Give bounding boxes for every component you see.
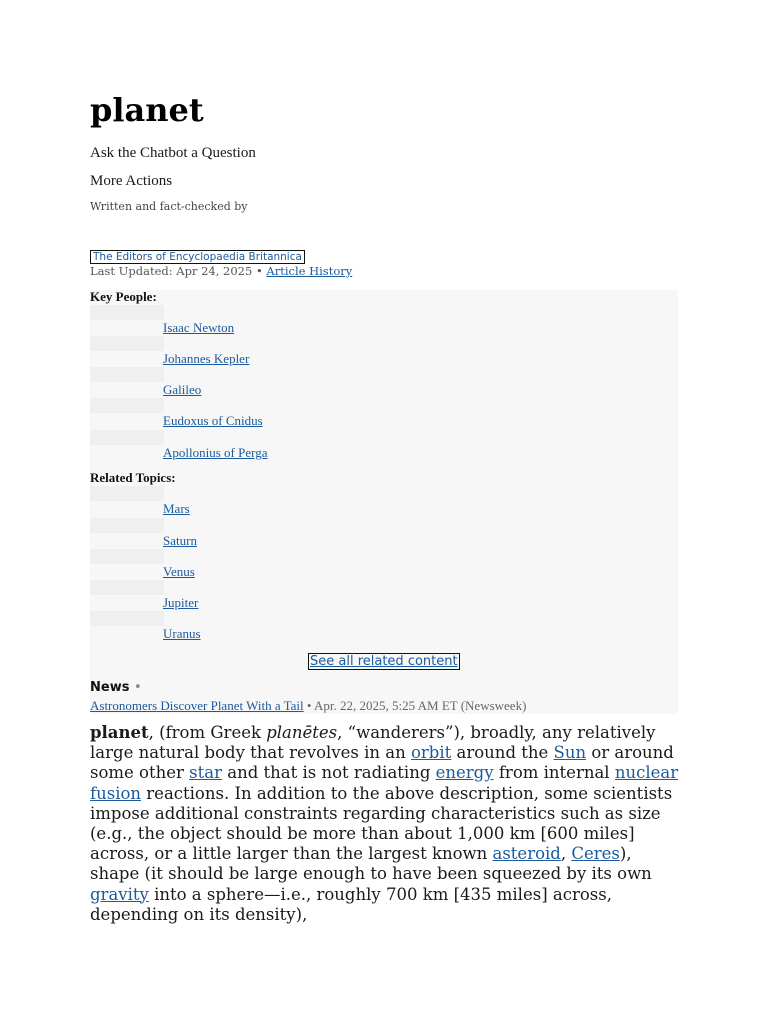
key-person-link[interactable]: Galileo	[163, 382, 202, 397]
row-stripe	[90, 305, 164, 320]
body-text: ), shape (it should be large enough to have been squeezed by its own	[90, 844, 652, 884]
related-topic-link[interactable]: Uranus	[163, 626, 201, 641]
energy-link[interactable]: energy	[435, 763, 494, 783]
body-term: planet	[90, 723, 149, 742]
nuclear-fusion-link[interactable]: nuclear fusion	[90, 763, 679, 803]
ask-chatbot-button[interactable]: Ask the Chatbot a Question	[90, 145, 256, 161]
row-stripe	[90, 367, 164, 382]
body-text: , (from Greek	[148, 723, 267, 742]
star-link[interactable]: star	[189, 763, 222, 783]
related-topic-link[interactable]: Jupiter	[163, 595, 199, 610]
written-by-label: Written and fact-checked by	[90, 200, 248, 213]
news-label-text: News	[90, 680, 130, 695]
body-text: or around some other	[90, 743, 674, 783]
asteroid-link[interactable]: asteroid	[492, 844, 561, 864]
ceres-link[interactable]: Ceres	[571, 844, 620, 864]
related-topic-link[interactable]: Mars	[163, 501, 190, 516]
body-text: around the	[451, 743, 554, 763]
news-label	[90, 680, 142, 695]
gravity-link[interactable]: gravity	[90, 884, 149, 904]
related-topics-label: Related Topics:	[90, 470, 176, 485]
body-text: reactions. In addition to the above description, some scientists impose additional constraints regarding characteristics such as size (e.g., the object should be more than about 1,000 km [600 miles] across, or a little larger than the largest known	[90, 783, 673, 864]
last-updated-prefix: Last Updated:	[90, 264, 173, 278]
body-text: ,	[560, 844, 572, 864]
row-stripe	[90, 580, 164, 595]
related-topic-link[interactable]: Saturn	[163, 533, 197, 548]
key-person-link[interactable]: Eudoxus of Cnidus	[163, 413, 263, 428]
more-actions-button[interactable]: More Actions	[90, 173, 173, 189]
sun-link[interactable]: Sun	[553, 743, 587, 763]
row-stripe	[90, 398, 164, 413]
news-headline-link[interactable]: Astronomers Discover Planet With a Tail	[90, 698, 304, 713]
page-title: planet	[90, 91, 204, 129]
row-stripe	[90, 549, 164, 564]
key-person-link[interactable]: Johannes Kepler	[163, 351, 250, 366]
body-text: into a sphere—i.e., roughly 700 km [435 miles] across, depending on its density),	[90, 884, 612, 924]
orbit-link[interactable]: orbit	[410, 743, 452, 763]
related-topic-link[interactable]: Venus	[163, 564, 195, 579]
article-history-link[interactable]: Article History	[266, 264, 353, 278]
news-item	[90, 698, 526, 714]
editors-link[interactable]: The Editors of Encyclopaedia Britannica	[90, 250, 305, 264]
row-stripe	[90, 430, 164, 445]
row-stripe	[90, 611, 164, 626]
last-updated	[90, 264, 352, 278]
key-people-label: Key People:	[90, 289, 157, 304]
row-stripe	[90, 336, 164, 351]
body-text: , “wanderers”), broadly, any relatively large natural body that revolves in an	[90, 723, 656, 763]
body-text: from internal	[493, 763, 615, 783]
greek-term: planētes	[266, 723, 338, 742]
news-separator: •	[133, 680, 142, 695]
row-stripe	[90, 518, 164, 533]
key-person-link[interactable]: Isaac Newton	[163, 320, 235, 335]
see-all-related-button[interactable]: See all related content	[310, 654, 458, 669]
body-text: and that is not radiating	[221, 763, 436, 783]
article-body	[90, 723, 682, 925]
news-meta: • Apr. 22, 2025, 5:25 AM ET (Newsweek)	[306, 698, 527, 713]
separator-dot: •	[255, 264, 263, 278]
key-person-link[interactable]: Apollonius of Perga	[163, 445, 268, 460]
last-updated-date: Apr 24, 2025	[176, 264, 253, 278]
row-stripe	[90, 486, 164, 501]
